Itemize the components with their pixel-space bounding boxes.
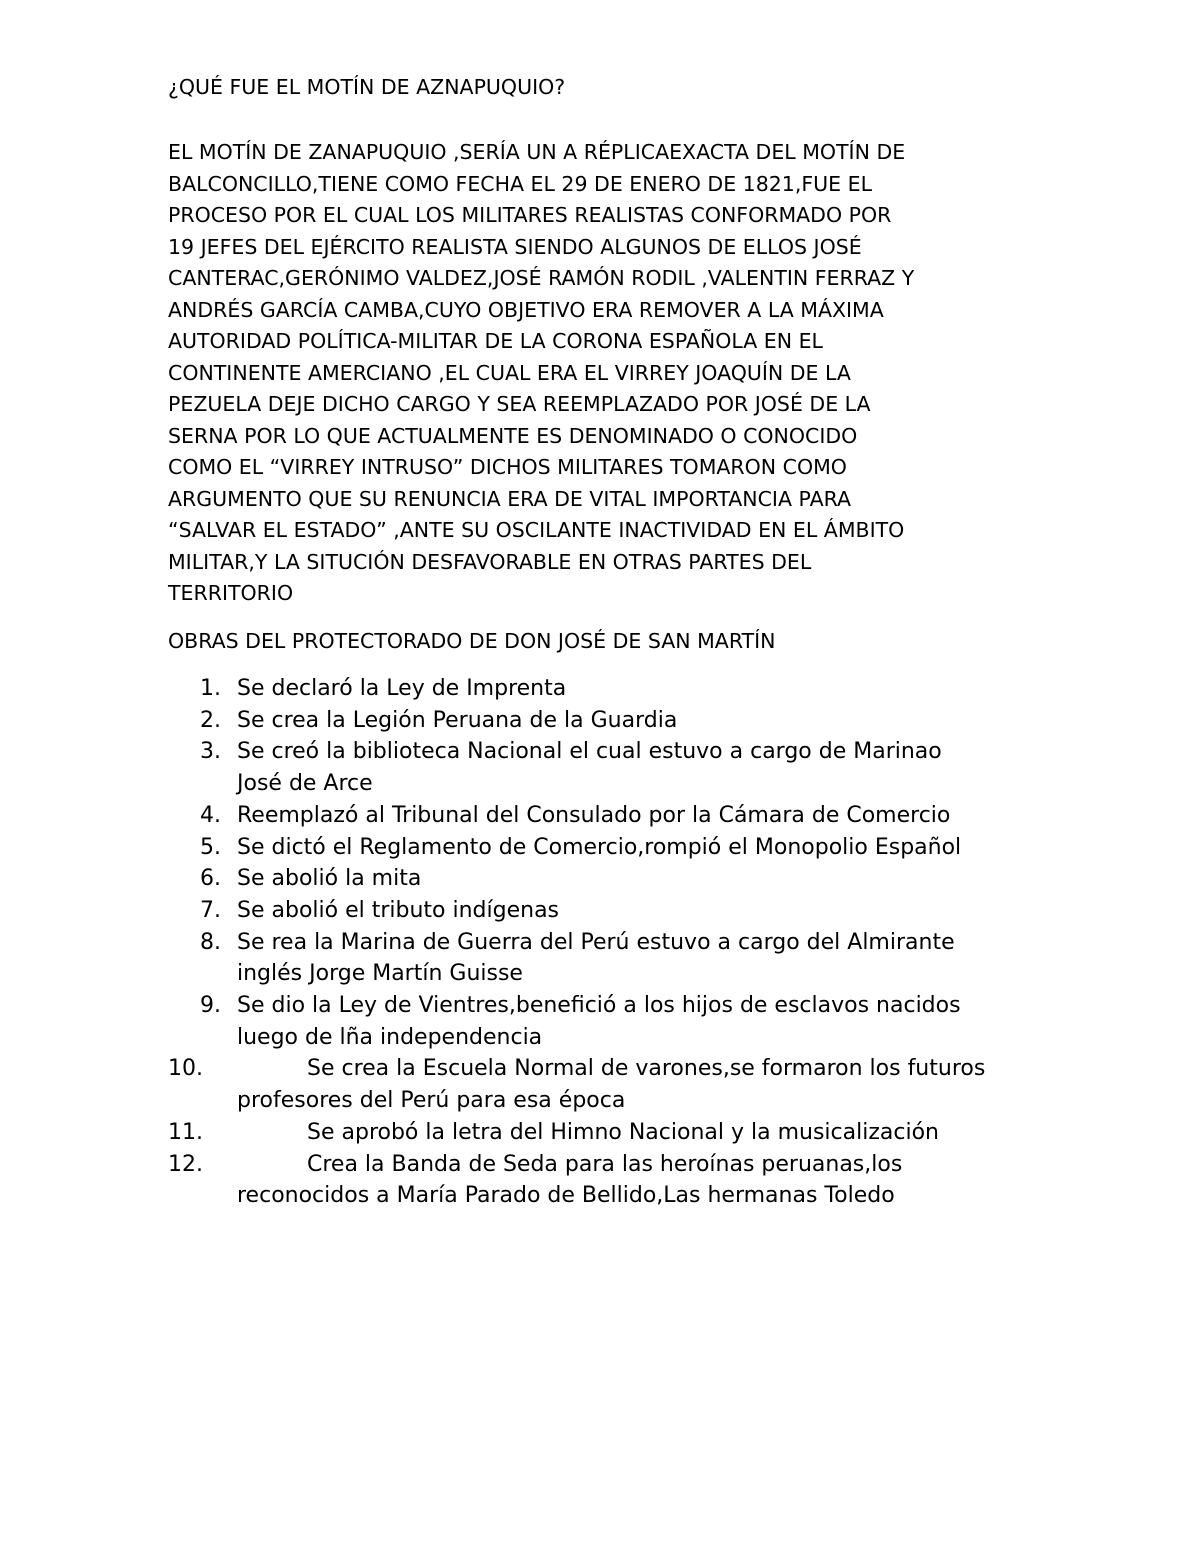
list-item-text: Crea la Banda de Seda para las heroínas peruanas,los bbox=[307, 1151, 903, 1177]
paragraph-line: PEZUELA DEJE DICHO CARGO Y SEA REEMPLAZADO POR JOSÉ DE LA bbox=[168, 392, 871, 416]
list-number: 1. bbox=[200, 676, 221, 701]
list-number: 2. bbox=[200, 707, 221, 733]
list-item-text: Se dio la Ley de Vientres,benefició a los hijos de esclavos nacidos bbox=[237, 993, 961, 1019]
document-title: ¿QUÉ FUE EL MOTÍN DE AZNAPUQUIO? bbox=[168, 75, 566, 99]
paragraph-line: PROCESO POR EL CUAL LOS MILITARES REALISTAS CONFORMADO POR bbox=[168, 203, 892, 227]
paragraph-line: “SALVAR EL ESTADO” ,ANTE SU OSCILANTE INACTIVIDAD EN EL ÁMBITO bbox=[168, 518, 905, 542]
paragraph-line: 19 JEFES DEL EJÉRCITO REALISTA SIENDO ALGUNOS DE ELLOS JOSÉ bbox=[168, 234, 862, 259]
list-number: 7. bbox=[200, 897, 221, 923]
list-item bbox=[168, 990, 1048, 1053]
list-number: 9. bbox=[200, 993, 221, 1019]
list-item bbox=[168, 1117, 1048, 1149]
list-item-text: Se rea la Marina de Guerra del Perú estuvo a cargo del Almirante bbox=[237, 929, 955, 955]
list-item-text: inglés Jorge Martín Guisse bbox=[237, 961, 523, 987]
list-number: 5. bbox=[200, 834, 221, 860]
list-item-text: luego de lña independencia bbox=[237, 1024, 543, 1050]
list-item-text: reconocidos a María Parado de Bellido,Las hermanas Toledo bbox=[237, 1183, 895, 1209]
list-item-text: Reemplazó al Tribunal del Consulado por la Cámara de Comercio bbox=[237, 802, 951, 828]
list-item bbox=[168, 705, 1048, 737]
paragraph-line: ANDRÉS GARCÍA CAMBA,CUYO OBJETIVO ERA REMOVER A LA MÁXIMA bbox=[168, 297, 884, 322]
paragraph-line: EL MOTÍN DE ZANAPUQUIO ,SERÍA UN A RÉPLICAEXACTA DEL MOTÍN DE bbox=[168, 140, 906, 164]
list-item bbox=[168, 736, 1048, 799]
paragraph-line: BALCONCILLO,TIENE COMO FECHA EL 29 DE ENERO DE 1821,FUE EL bbox=[168, 171, 873, 196]
paragraph-line: COMO EL “VIRREY INTRUSO” DICHOS MILITARES TOMARON COMO bbox=[168, 455, 847, 479]
paragraph-line: TERRITORIO bbox=[168, 581, 294, 605]
works-list bbox=[168, 673, 1048, 1212]
paragraph-line: SERNA POR LO QUE ACTUALMENTE ES DENOMINADO O CONOCIDO bbox=[168, 423, 858, 448]
list-item-text: Se abolió el tributo indígenas bbox=[237, 897, 560, 923]
paragraph-line: CONTINENTE AMERCIANO ,EL CUAL ERA EL VIRREY JOAQUÍN DE LA bbox=[168, 360, 851, 385]
list-number: 6. bbox=[200, 866, 221, 892]
list-item-text: Se crea la Escuela Normal de varones,se formaron los futuros bbox=[307, 1056, 986, 1082]
list-item-text: Se declaró la Ley de Imprenta bbox=[237, 676, 567, 701]
list-item-text: Se abolió la mita bbox=[237, 866, 422, 892]
list-item-text: Se crea la Legión Peruana de la Guardia bbox=[237, 707, 678, 733]
list-item-text: Se aprobó la letra del Himno Nacional y la musicalización bbox=[307, 1119, 939, 1145]
list-item-text: Se creó la biblioteca Nacional el cual estuvo a cargo de Marinao bbox=[237, 739, 942, 765]
list-item-text: José de Arce bbox=[237, 771, 373, 797]
list-number: 10. bbox=[168, 1056, 203, 1082]
list-item bbox=[168, 673, 1048, 705]
paragraph-line: MILITAR,Y LA SITUCIÓN DESFAVORABLE EN OTRAS PARTES DEL bbox=[168, 549, 812, 574]
list-number: 12. bbox=[168, 1151, 203, 1177]
list-item-text: Se dictó el Reglamento de Comercio,rompió el Monopolio Español bbox=[237, 834, 962, 860]
list-number: 8. bbox=[200, 929, 221, 955]
list-item-text: profesores del Perú para esa época bbox=[237, 1088, 626, 1114]
list-item bbox=[168, 1053, 1048, 1116]
paragraph-line: ARGUMENTO QUE SU RENUNCIA ERA DE VITAL IMPORTANCIA PARA bbox=[168, 486, 852, 511]
section-title: OBRAS DEL PROTECTORADO DE DON JOSÉ DE SAN MARTÍN bbox=[168, 629, 776, 653]
list-item bbox=[168, 927, 1048, 990]
list-item bbox=[168, 895, 1048, 927]
list-number: 4. bbox=[200, 802, 221, 828]
list-item bbox=[168, 832, 1048, 864]
list-item bbox=[168, 800, 1048, 832]
list-item bbox=[168, 1149, 1048, 1212]
intro-paragraph bbox=[168, 137, 1048, 610]
paragraph-line: AUTORIDAD POLÍTICA-MILITAR DE LA CORONA ESPAÑOLA EN EL bbox=[168, 329, 823, 353]
list-item bbox=[168, 863, 1048, 895]
list-number: 11. bbox=[168, 1119, 203, 1145]
list-number: 3. bbox=[200, 739, 221, 765]
paragraph-line: CANTERAC,GERÓNIMO VALDEZ,JOSÉ RAMÓN RODIL ,VALENTIN FERRAZ Y bbox=[168, 266, 915, 290]
